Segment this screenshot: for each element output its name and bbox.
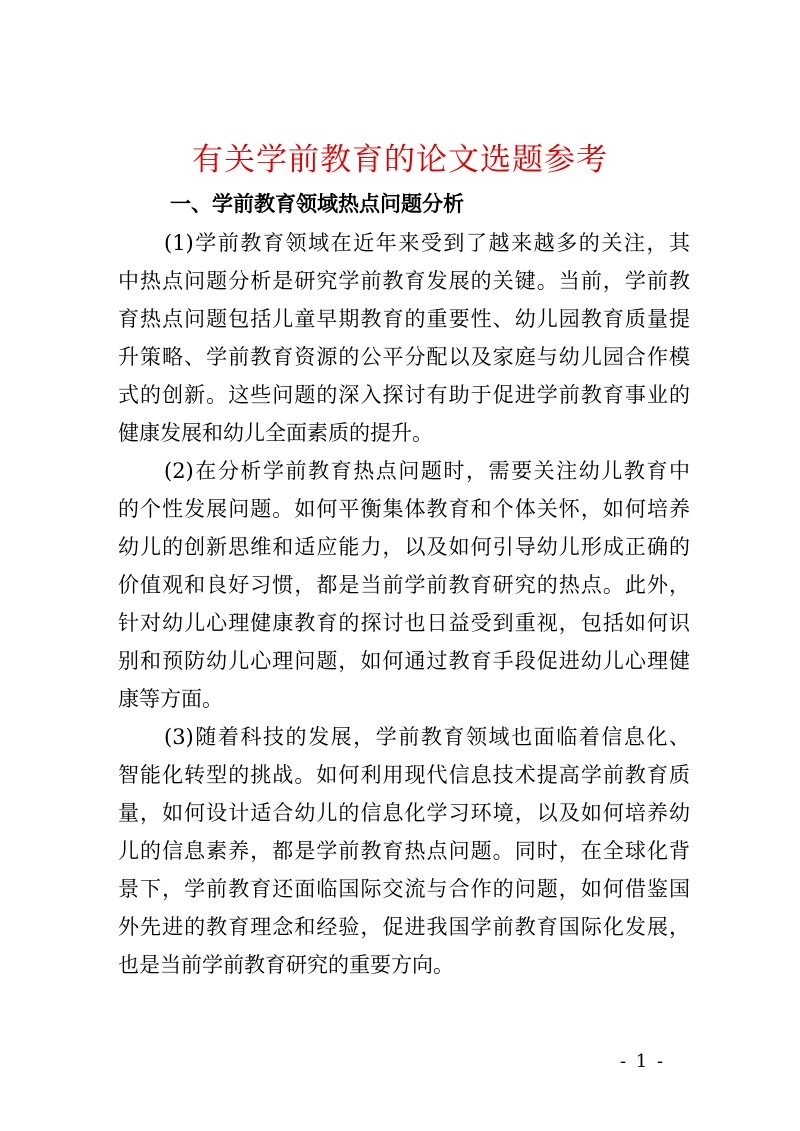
paragraph-line: 升策略、学前教育资源的公平分配以及家庭与幼儿园合作模 — [118, 345, 690, 369]
paragraph-line: 景下，学前教育还面临国际交流与合作的问题，如何借鉴国 — [118, 877, 690, 901]
body-text — [118, 224, 690, 984]
paragraph-line: 量，如何设计适合幼儿的信息化学习环境，以及如何培养幼 — [118, 801, 690, 825]
paragraph-line: 外先进的教育理念和经验，促进我国学前教育国际化发展， — [118, 915, 690, 939]
paragraph-line: (2)在分析学前教育热点问题时，需要关注幼儿教育中 — [164, 459, 690, 483]
paragraph-line: 中热点问题分析是研究学前教育发展的关键。当前，学前教 — [118, 269, 690, 293]
paragraph-line: 儿的信息素养，都是学前教育热点问题。同时，在全球化背 — [118, 839, 690, 863]
document-title: 有关学前教育的论文选题参考 — [192, 142, 608, 178]
paragraph-line: 育热点问题包括儿童早期教育的重要性、幼儿园教育质量提 — [118, 307, 690, 331]
paragraph-line: 针对幼儿心理健康教育的探讨也日益受到重视，包括如何识 — [118, 611, 690, 635]
paragraph-3 — [118, 718, 690, 984]
paragraph-line: (1)学前教育领域在近年来受到了越来越多的关注，其 — [164, 231, 690, 255]
paragraph-line: 的个性发展问题。如何平衡集体教育和个体关怀，如何培养 — [118, 497, 690, 521]
paragraph-line: 也是当前学前教育研究的重要方向。 — [118, 953, 454, 977]
paragraph-line: 价值观和良好习惯，都是当前学前教育研究的热点。此外， — [118, 573, 690, 597]
paragraph-1 — [118, 224, 690, 452]
paragraph-line: 式的创新。这些问题的深入探讨有助于促进学前教育事业的 — [118, 383, 690, 407]
paragraph-line: 健康发展和幼儿全面素质的提升。 — [118, 421, 433, 445]
section-heading: 一、学前教育领域热点问题分析 — [170, 192, 464, 216]
paragraph-2 — [118, 452, 690, 718]
paragraph-line: (3)随着科技的发展，学前教育领域也面临着信息化、 — [164, 725, 690, 749]
page-number: - 1 - — [620, 1051, 666, 1072]
paragraph-line: 幼儿的创新思维和适应能力，以及如何引导幼儿形成正确的 — [118, 535, 690, 559]
paragraph-line: 智能化转型的挑战。如何利用现代信息技术提高学前教育质 — [118, 763, 690, 787]
paragraph-line: 别和预防幼儿心理问题，如何通过教育手段促进幼儿心理健 — [118, 649, 690, 673]
paragraph-line: 康等方面。 — [118, 687, 223, 711]
